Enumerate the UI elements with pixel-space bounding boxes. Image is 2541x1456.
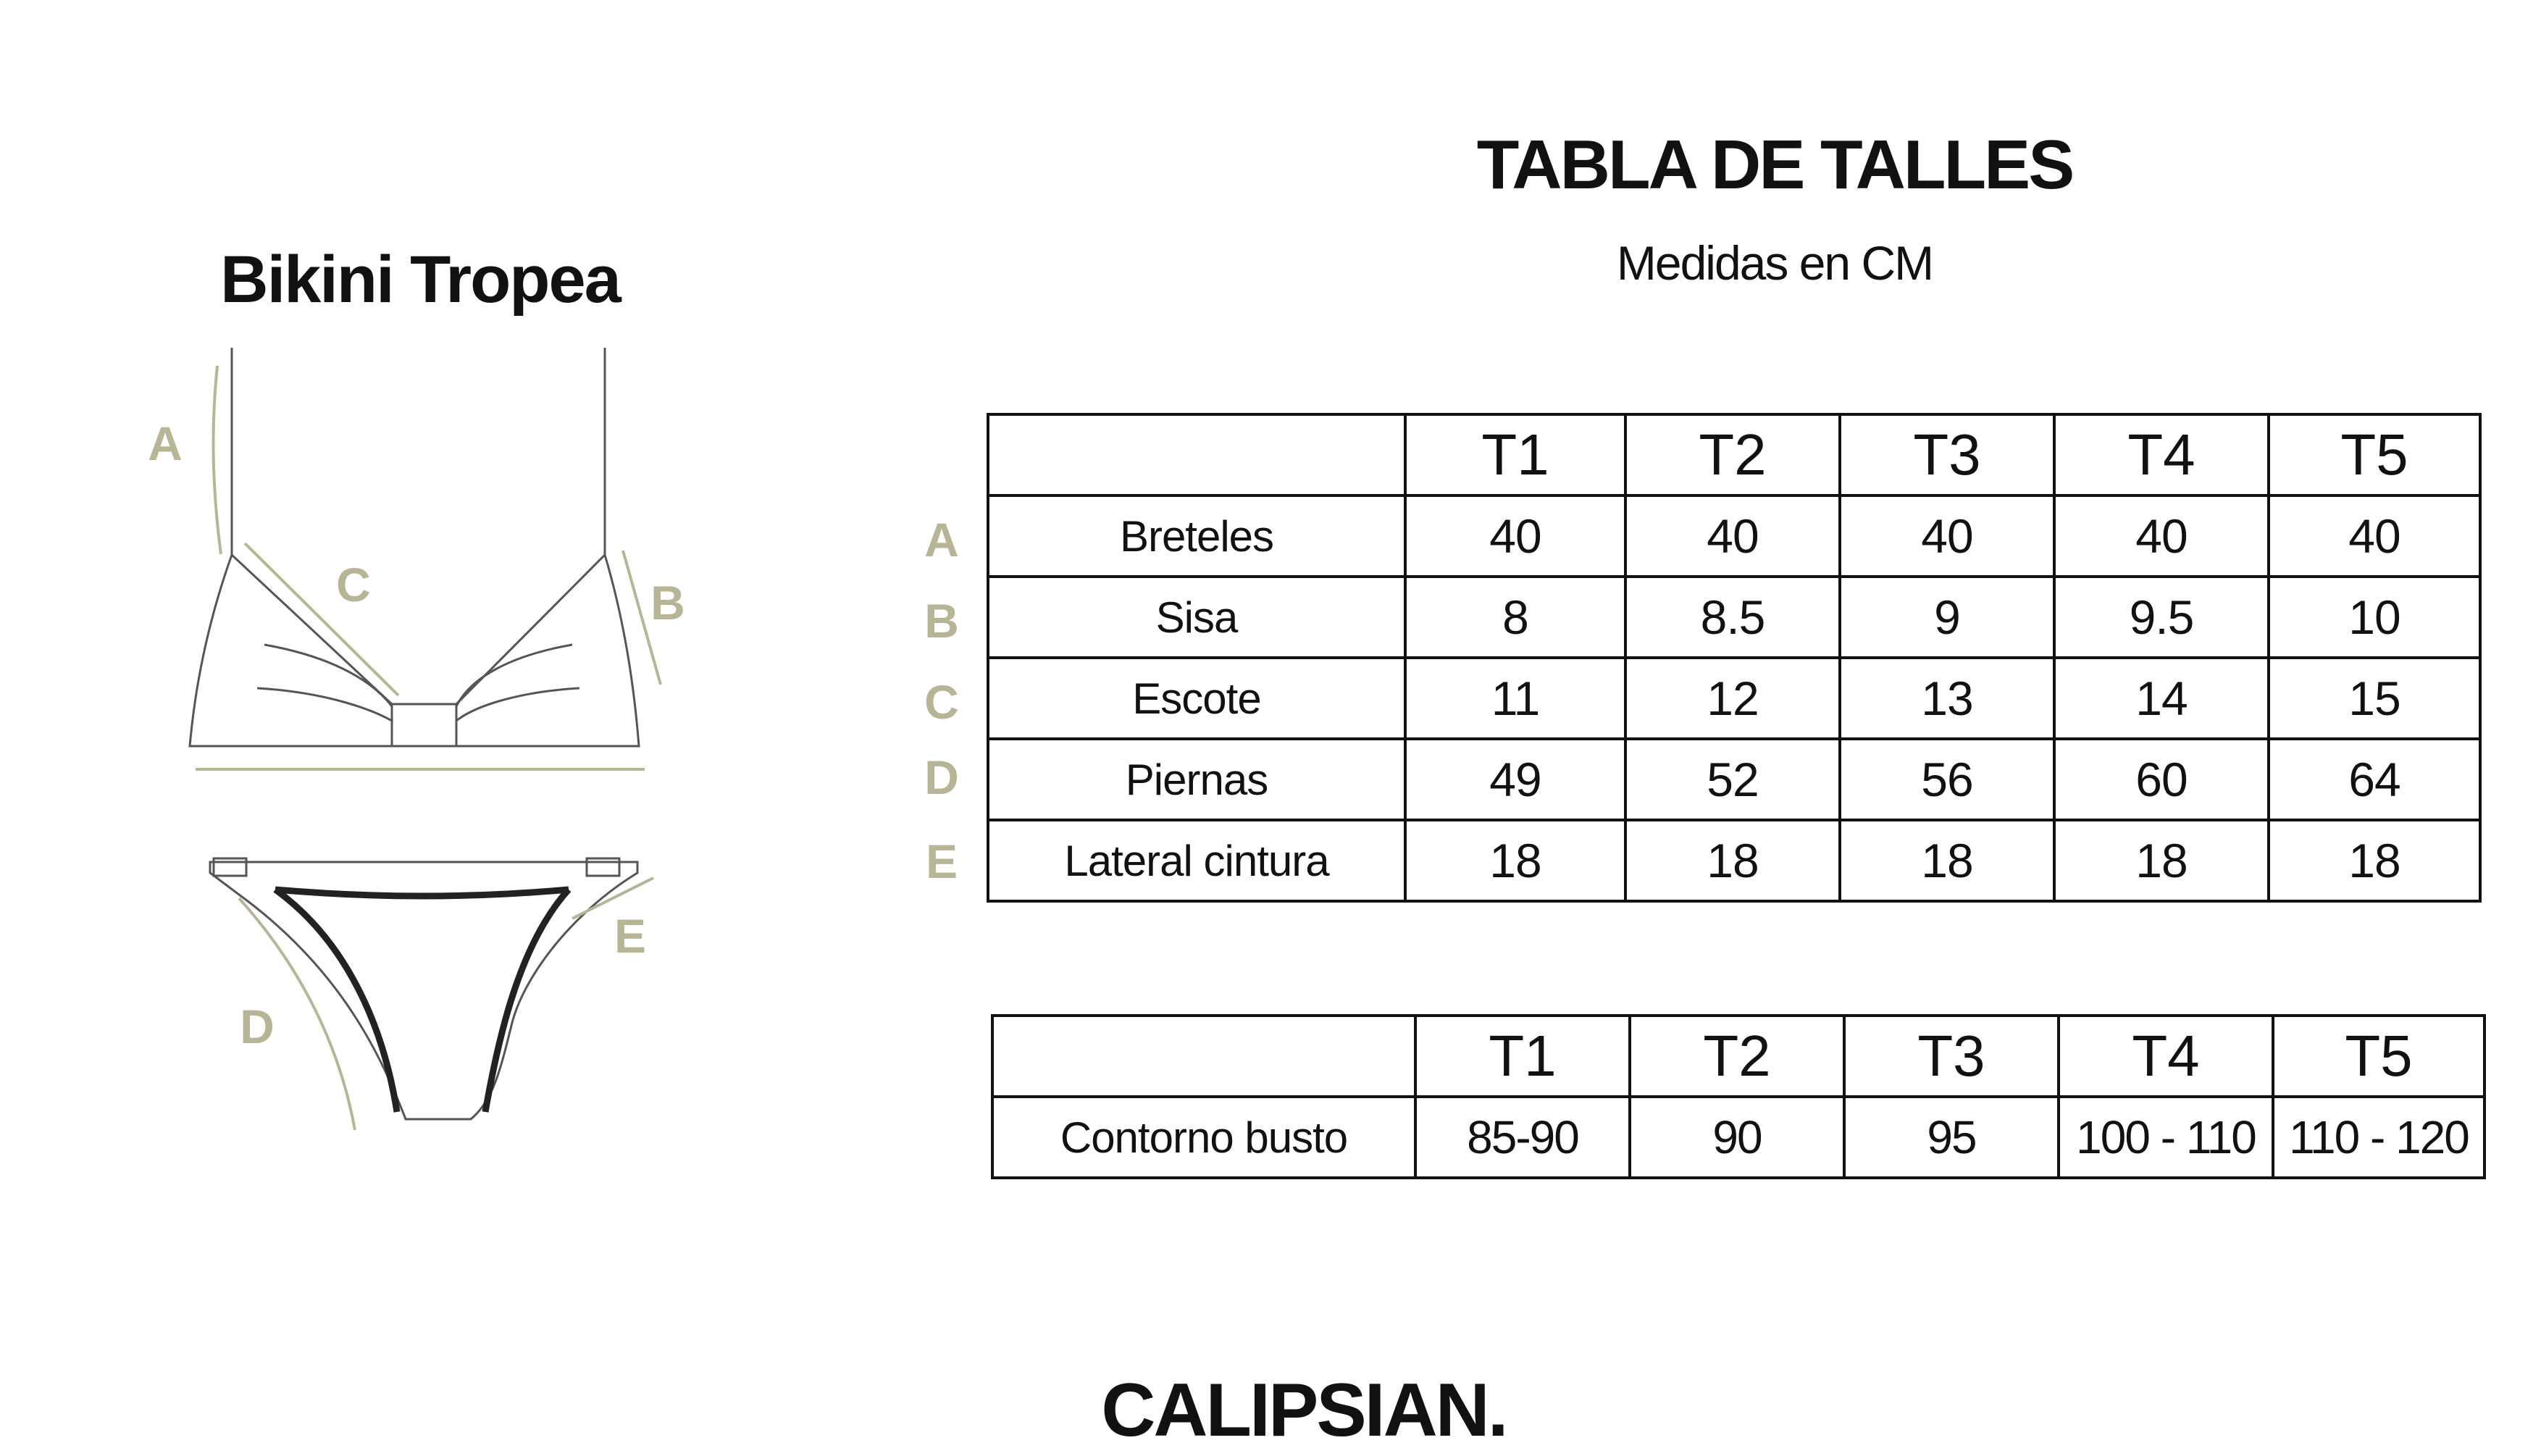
page-title: TABLA DE TALLES (1476, 126, 2073, 204)
header-cell-t1: T1 (1405, 414, 1625, 495)
table-row (988, 577, 2480, 658)
diagram-label-a: A (148, 417, 183, 470)
cell-value: 18 (2054, 820, 2269, 901)
cell-value: 40 (1840, 495, 2054, 577)
cell-value: 18 (2269, 820, 2480, 901)
row-label: Escote (988, 658, 1405, 739)
header-cell-t5: T5 (2269, 414, 2480, 495)
cell-value: 60 (2054, 739, 2269, 820)
diagram-label-e: E (614, 909, 647, 963)
header-cell-t1: T1 (1415, 1016, 1630, 1097)
row-letters (905, 413, 978, 900)
cell-value: 11 (1405, 658, 1625, 739)
cell-value: 9 (1840, 577, 2054, 658)
page-subtitle: Medidas en CM (1616, 236, 1933, 290)
cell-value: 12 (1625, 658, 1840, 739)
bikini-bottom-drawing (210, 858, 637, 1119)
cell-value: 8 (1405, 577, 1625, 658)
cell-value: 8.5 (1625, 577, 1840, 658)
header-cell-t4: T4 (2059, 1016, 2273, 1097)
table-row (992, 1097, 2485, 1178)
row-label: Lateral cintura (988, 820, 1405, 901)
table-row (988, 658, 2480, 739)
row-letter-d: D (924, 750, 959, 804)
row-letter-a: A (924, 513, 959, 566)
header-cell-t2: T2 (1625, 414, 1840, 495)
product-title: Bikini Tropea (220, 243, 620, 317)
cell-value: 18 (1840, 820, 2054, 901)
cell-value: 10 (2269, 577, 2480, 658)
bust-table-header (992, 1016, 2485, 1097)
row-label: Sisa (988, 577, 1405, 658)
row-letter-e: E (925, 834, 958, 888)
cell-value: 100 - 110 (2059, 1097, 2273, 1178)
cell-value: 40 (1405, 495, 1625, 577)
cell-value: 40 (1625, 495, 1840, 577)
row-label: Piernas (988, 739, 1405, 820)
cell-value: 13 (1840, 658, 2054, 739)
cell-value: 18 (1405, 820, 1625, 901)
cell-value: 64 (2269, 739, 2480, 820)
bust-size-table (991, 1014, 2486, 1179)
row-letter-b: B (924, 594, 959, 648)
header-cell-t4: T4 (2054, 414, 2269, 495)
cell-value: 52 (1625, 739, 1840, 820)
cell-value: 56 (1840, 739, 2054, 820)
header-cell-t3: T3 (1844, 1016, 2059, 1097)
cell-value: 18 (1625, 820, 1840, 901)
table-row (988, 820, 2480, 901)
row-letter-c: C (924, 675, 959, 729)
row-label: Contorno busto (992, 1097, 1415, 1178)
cell-value: 9.5 (2054, 577, 2269, 658)
cell-value: 40 (2054, 495, 2269, 577)
cell-value: 90 (1630, 1097, 1844, 1178)
cell-value: 95 (1844, 1097, 2059, 1178)
bikini-diagram (0, 0, 797, 1231)
header-cell-t3: T3 (1840, 414, 2054, 495)
cell-value: 49 (1405, 739, 1625, 820)
table-row (988, 495, 2480, 577)
cell-value: 40 (2269, 495, 2480, 577)
table-row (988, 739, 2480, 820)
brand-logo: CALIPSIAN. (1101, 1368, 1507, 1452)
header-cell-empty (988, 414, 1405, 495)
cell-value: 15 (2269, 658, 2480, 739)
header-cell-t5: T5 (2273, 1016, 2485, 1097)
size-table-header (988, 414, 2480, 495)
diagram-label-d: D (240, 1000, 275, 1053)
row-label: Breteles (988, 495, 1405, 577)
cell-value: 14 (2054, 658, 2269, 739)
cell-value: 110 - 120 (2273, 1097, 2485, 1178)
diagram-label-b: B (650, 576, 685, 629)
header-cell-empty (992, 1016, 1415, 1097)
header-cell-t2: T2 (1630, 1016, 1844, 1097)
bikini-top-drawing (190, 348, 639, 746)
diagram-label-c: C (336, 558, 371, 611)
cell-value: 85-90 (1415, 1097, 1630, 1178)
size-table (987, 413, 2482, 903)
